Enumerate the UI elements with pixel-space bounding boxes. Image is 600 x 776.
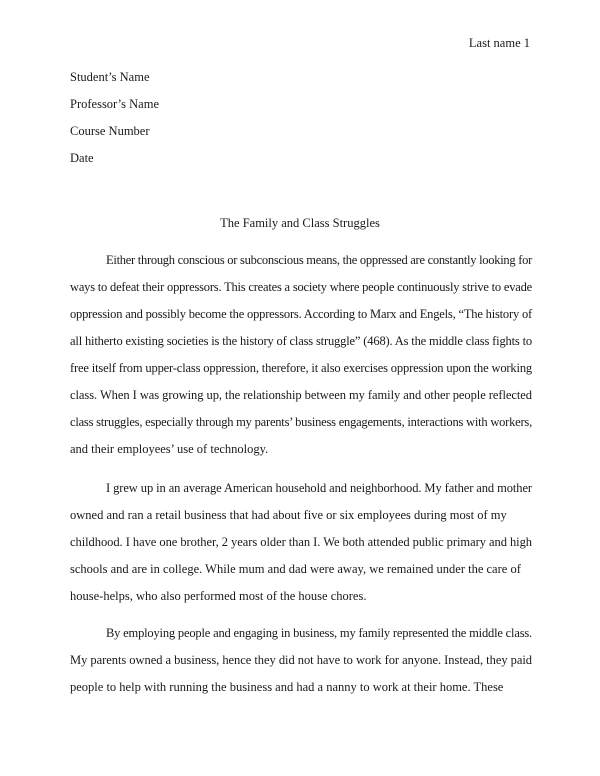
paragraph-line: and their employees’ use of technology. <box>70 442 269 456</box>
professor-name: Professor’s Name <box>70 97 159 111</box>
paragraph-line: childhood. I have one brother, 2 years older than I. We both attended public primary and high <box>70 535 532 549</box>
paragraph-line: I grew up in an average American household and neighborhood. My father and mother <box>106 481 532 495</box>
paragraph-line: schools and are in college. While mum and dad were away, we remained under the care of <box>70 562 521 576</box>
paragraph-2 <box>70 480 532 615</box>
paragraph-line: class. When I was growing up, the relationship between my family and other people reflected <box>70 388 532 402</box>
paragraph-line: Either through conscious or subconscious means, the oppressed are constantly looking for <box>106 253 532 267</box>
date: Date <box>70 151 94 165</box>
paragraph-line: ways to defeat their oppressors. This creates a society where people continuously strive to evade <box>70 280 532 294</box>
essay-title: The Family and Class Struggles <box>220 216 380 230</box>
student-name: Student’s Name <box>70 70 150 84</box>
paragraph-line: owned and ran a retail business that had about five or six employees during most of my <box>70 508 507 522</box>
paragraph-1 <box>70 252 532 468</box>
running-head: Last name 1 <box>468 36 530 50</box>
course-number: Course Number <box>70 124 150 138</box>
paragraph-line: class struggles, especially through my parents’ business engagements, interactions with workers, <box>70 415 532 429</box>
paragraph-line: all hitherto existing societies is the history of class struggle” (468). As the middle class fights to <box>70 334 532 348</box>
paragraph-line: oppression and possibly become the oppressors. According to Marx and Engels, “The history of <box>70 307 532 321</box>
paragraph-3 <box>70 625 532 706</box>
paragraph-line: By employing people and engaging in business, my family represented the middle class. <box>106 626 532 640</box>
paragraph-line: free itself from upper-class oppression, therefore, it also exercises oppression upon the working <box>70 361 532 375</box>
heading-block <box>70 69 159 177</box>
paragraph-line: house-helps, who also performed most of the house chores. <box>70 589 367 603</box>
paragraph-line: My parents owned a business, hence they did not have to work for anyone. Instead, they paid <box>70 653 532 667</box>
paragraph-line: people to help with running the business and had a nanny to work at their home. These <box>70 680 504 694</box>
